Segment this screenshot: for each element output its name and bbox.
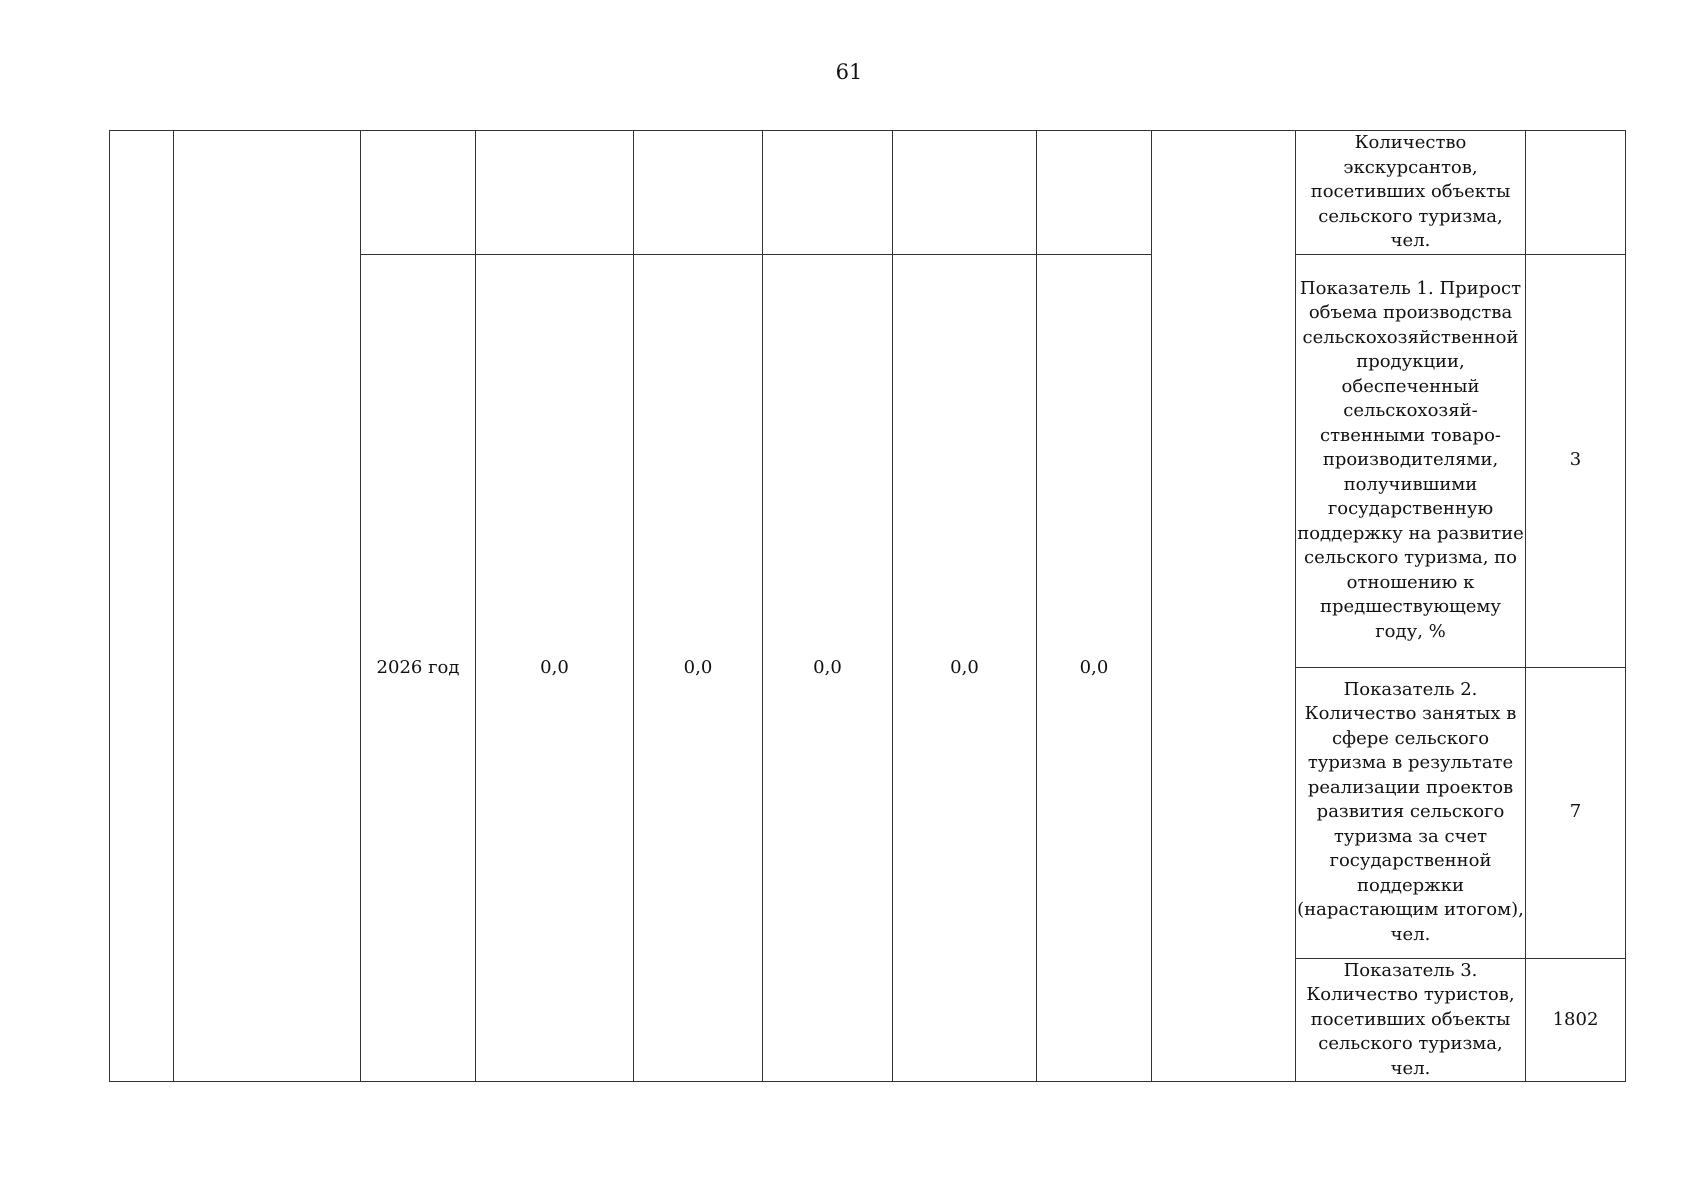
value-cell: 0,0 — [634, 254, 763, 1082]
table-row — [110, 131, 1626, 255]
indicator-value: 1802 — [1526, 958, 1626, 1082]
number-column-cell — [110, 131, 174, 1082]
indicator-name: Количество экскурсантов, посетивших объекты сельского туризма, чел. — [1296, 131, 1526, 255]
year-cell: 2026 год — [361, 254, 476, 1082]
indicator-value: 3 — [1526, 254, 1626, 667]
name-column-cell — [174, 131, 361, 1082]
value-cell-empty — [476, 131, 634, 255]
indicator-name: Показатель 3. Количество туристов, посетивших объекты сельского туризма, чел. — [1296, 958, 1526, 1082]
indicator-name: Показатель 1. Прирост объема производства сельскохозяйственной продукции, обеспеченный сельскохозяй-ственными товаро-производителями, получившими государственную поддержку на развитие сельского туризма, по отношению к предшествующему году, % — [1296, 254, 1526, 667]
page-number: 61 — [835, 60, 863, 84]
indicator-name: Показатель 2. Количество занятых в сфере сельского туризма в результате реализации проектов развития сельского туризма за счет государственной поддержки (нарастающим итогом), чел. — [1296, 667, 1526, 958]
indicator-table — [109, 130, 1626, 1082]
value-cell: 0,0 — [763, 254, 893, 1082]
value-cell-empty — [634, 131, 763, 255]
indicator-value: 7 — [1526, 667, 1626, 958]
value-cell-empty — [763, 131, 893, 255]
value-cell: 0,0 — [893, 254, 1037, 1082]
value-cell: 0,0 — [476, 254, 634, 1082]
value-cell: 0,0 — [1037, 254, 1152, 1082]
value-cell-empty — [893, 131, 1037, 255]
year-cell-empty — [361, 131, 476, 255]
responsible-column-cell — [1152, 131, 1296, 1082]
value-cell-empty — [1037, 131, 1152, 255]
indicator-value — [1526, 131, 1626, 255]
